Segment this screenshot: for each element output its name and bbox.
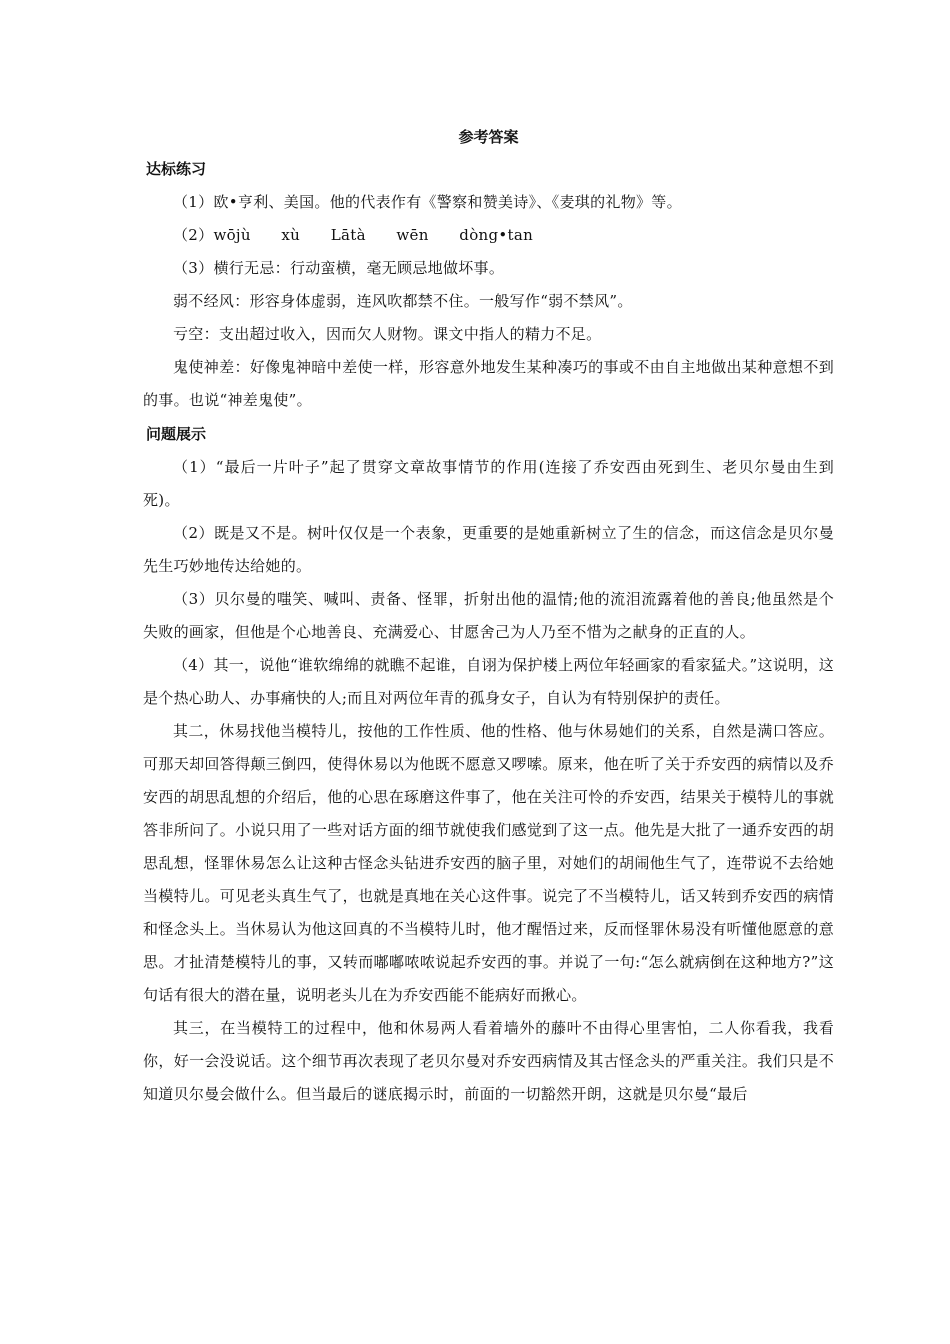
definition-kuikong: 亏空：支出超过收入，因而欠人财物。课文中指人的精力不足。 bbox=[173, 325, 602, 343]
answer-item-1: （1）欧•亨利、美国。他的代表作有《警察和赞美诗》、《麦琪的礼物》等。 bbox=[173, 193, 682, 211]
section-heading-questions: 问题展示 bbox=[146, 425, 207, 443]
question-answer-4-part-2: 其二，休易找他当模特儿，按他的工作性质、他的性格、他与休易她们的关系，自然是满口答应。可那天却回答得颠三倒四，使得休易以为他既不愿意又啰嗦。原来，他在听了关于乔安西的病情以及乔安西的胡思乱想的介绍后，他的心思在琢磨这件事了，他在关注可怜的乔安西，结果关于模特儿的事就答非所问了。小说只用了一些对话方面的细节就使我们感觉到了这一点。他先是大批了一通乔安西的胡思乱想，怪罪休易怎么让这种古怪念头钻进乔安西的脑子里，对她们的胡闹他生气了，连带说不去给她当模特儿。可见老头真生气了，也就是真地在关心这件事。说完了不当模特儿，话又转到乔安西的病情和怪念头上。当休易认为他这回真的不当模特儿时，他才醒悟过来，反而怪罪休易没有听懂他愿意的意思。才扯清楚模特儿的事，又转而嘟嘟哝哝说起乔安西的事。并说了一句:“怎么就病倒在这种地方?”这句话有很大的潜在量，说明老头儿在为乔安西能不能病好而揪心。 bbox=[143, 722, 834, 1004]
section-heading-practice: 达标练习 bbox=[146, 160, 207, 178]
definition-ruobujingfeng: 弱不经风：形容身体虚弱，连风吹都禁不住。一般写作“弱不禁风”。 bbox=[173, 292, 633, 310]
question-answer-1: （1）“最后一片叶子”起了贯穿文章故事情节的作用(连接了乔安西由死到生、老贝尔曼由生到死)。 bbox=[143, 458, 834, 509]
question-answer-4-part-3: 其三，在当模特工的过程中，他和休易两人看着墙外的藤叶不由得心里害怕，二人你看我，我看你，好一会没说话。这个细节再次表现了老贝尔曼对乔安西病情及其古怪念头的严重关注。我们只是不知道贝尔曼会做什么。但当最后的谜底揭示时，前面的一切豁然开朗，这就是贝尔曼“最后 bbox=[143, 1019, 834, 1103]
definition-guishishenchai: 鬼使神差：好像鬼神暗中差使一样，形容意外地发生某种凑巧的事或不由自主地做出某种意想不到的事。也说“神差鬼使”。 bbox=[143, 358, 834, 409]
page-title: 参考答案 bbox=[458, 128, 519, 146]
question-answer-3: （3）贝尔曼的嗤笑、喊叫、责备、怪罪，折射出他的温情;他的流泪流露着他的善良;他虽然是个失败的画家，但他是个心地善良、充满爱心、甘愿舍己为人乃至不惜为之献身的正直的人。 bbox=[143, 590, 834, 641]
question-answer-4: （4）其一，说他“谁软绵绵的就瞧不起谁，自诩为保护楼上两位年轻画家的看家猛犬。”这说明，这是个热心助人、办事痛快的人;而且对两位年青的孤身女子，自认为有特别保护的责任。 bbox=[143, 656, 834, 707]
question-answer-2: （2）既是又不是。树叶仅仅是一个表象，更重要的是她重新树立了生的信念，而这信念是贝尔曼先生巧妙地传达给她的。 bbox=[143, 524, 834, 575]
answer-item-3: （3）横行无忌：行动蛮横，毫无顾忌地做坏事。 bbox=[173, 259, 505, 277]
answer-item-2-pinyin: （2）wōjù xù Lātà wēn dòng•tan bbox=[173, 226, 534, 244]
